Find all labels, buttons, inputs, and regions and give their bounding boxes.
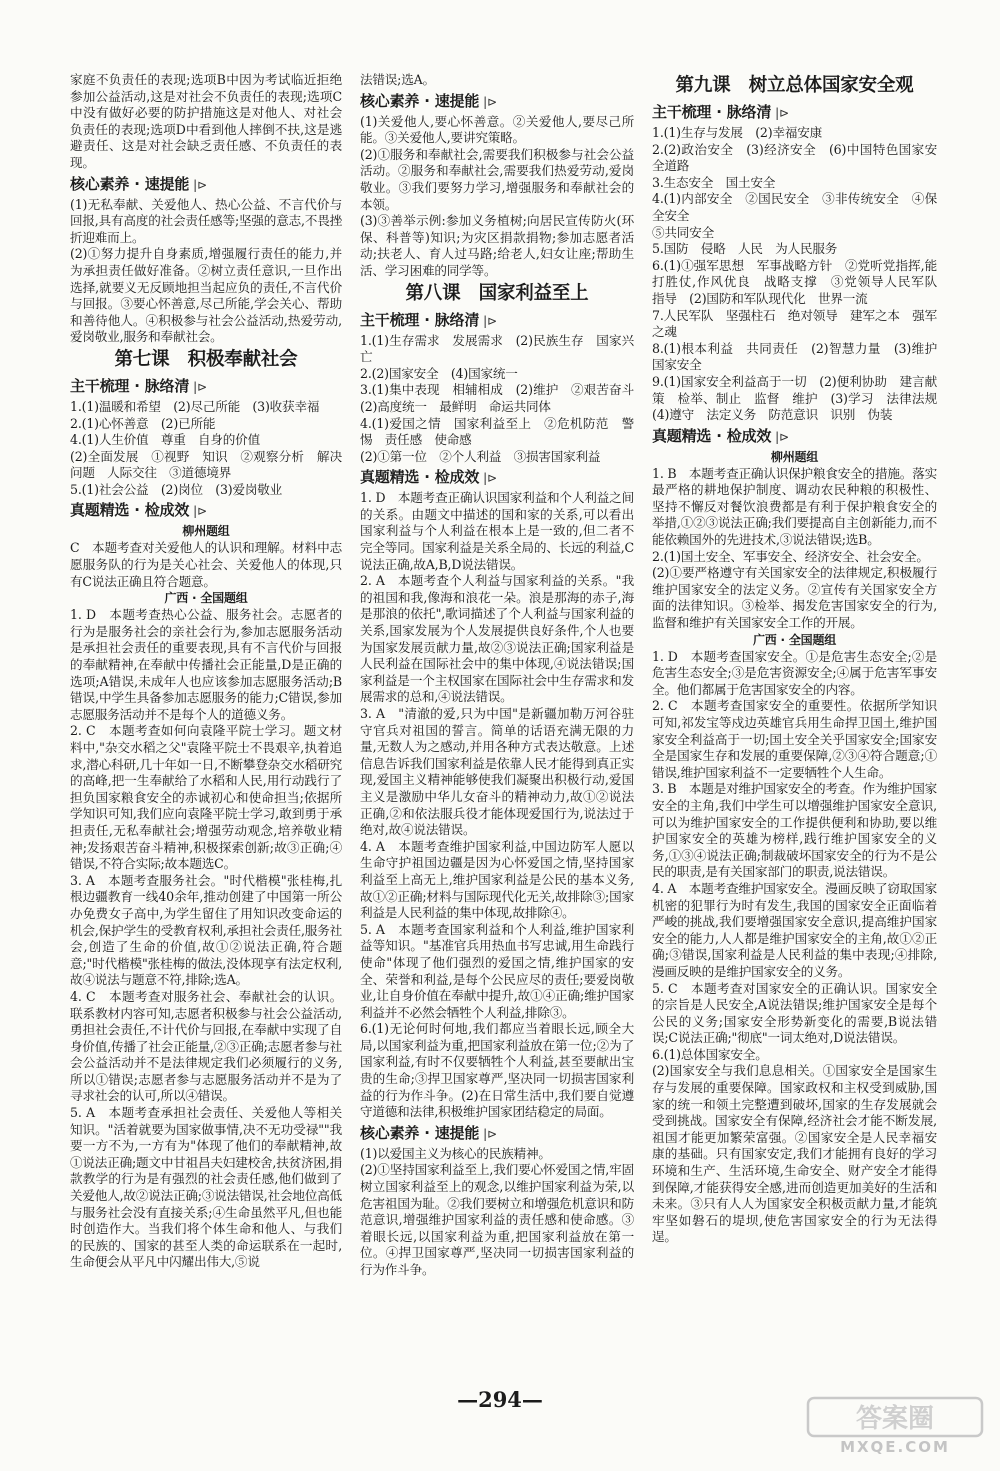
answer-paragraph: 5.国防 侵略 人民 为人民服务	[652, 241, 838, 257]
answer-paragraph: 4.(1)人生价值 尊重 自身的价值	[70, 432, 260, 448]
answer-paragraph: 3. B 本题是对维护国家安全的考查。作为维护国家安全的主角,我们中学生可以增强维护国家安全意识,可以为维护国家安全的工作提供便利和协助,要以维护国家安全的英雄为榜样,践行维护国家安全的义务,①③④说法正确;制裁破坏国家安全的行为不是公民的职责,是有关国家部门的职责,说法错误。	[652, 781, 937, 880]
answer-paragraph: 4. C 本题考查对服务社会、奉献社会的认识。联系教材内容可知,志愿者积极参与社会公益活动,勇担社会责任,不计代价与回报,在奉献中实现了自身价值,传播了社会正能量,②③正确;志愿者参与社会公益活动并不是法律规定我们必须履行的义务,所以①错误;志愿者参与志愿服务活动并不是为了寻求社会的认可,所以④错误。	[70, 988, 342, 1104]
answer-paragraph: 8.(1)根本利益 共同责任 (2)智慧力量 (3)维护国家安全	[652, 340, 937, 373]
section-heading-text: 主干梳理 · 脉络清	[360, 310, 480, 329]
answer-paragraph: (2)国家安全与我们息息相关。①国家安全是国家生存与发展的重要保障。国家政权和主权受到威胁,国家的统一和领土完整遭到破坏,国家的生存发展就会受到挑战。国家安全有保障,经济社会才能不断发展,祖国才能更加繁荣富强。②国家安全是人民幸福安康的基础。只有国家安定,我们才能拥有良好的学习环境和生产、生活环境,生命安全、财产安全才能得到保障,才能获得安全感,进而创造更加美好的生活和未来。③只有人人为国家安全积极贡献力量,才能筑牢坚如磐石的堤坝,使危害国家安全的行为无法得逞。	[652, 1063, 937, 1245]
lesson-title: 第七课 积极奉献社会	[114, 348, 298, 370]
lesson-title: 第八课 国家利益至上	[405, 282, 589, 304]
answer-paragraph: 家庭不负责任的表现;选项B中因为考试临近拒绝参加公益活动,这是对社会不负责任的表现;选项C中没有做好必要的防护措施这是对他人、对社会负责任的表现;选项D中看到他人摔倒不扶,这是逃避责任、这是对社会缺乏责任感、不负责任的表现。	[70, 72, 342, 170]
arrow-marker-icon: |⊳	[483, 313, 497, 328]
answer-paragraph: 6.(1)无论何时何地,我们都应当着眼长远,顾全大局,以国家利益为重,把国家利益放在第一位;②为了国家利益,有时不仅要牺牲个人利益,甚至要献出宝贵的生命;③捍卫国家尊严,坚决同一切损害国家利益的行为作斗争。(2)在日常生活中,我们要自觉遵守道德和法律,积极维护国家团结稳定的局面。	[360, 1021, 634, 1120]
section-heading	[360, 1122, 634, 1145]
answer-paragraph: (2)全面发展 ①视野 知识 ②观察分析 解决问题 人际交往 ③道德境界	[70, 448, 342, 481]
page-number: —294—	[457, 1387, 543, 1412]
answer-paragraph: 1. B 本题考查正确认识保护粮食安全的措施。落实最严格的耕地保护制度、调动农民种粮的积极性、坚持不懈反对餐饮浪费都是有利于保护粮食安全的举措,①②③说法正确;我们要提高自主创新能力,而不能依赖国外的先进技术,③说法错误;选B。	[652, 465, 937, 548]
section-heading	[70, 375, 342, 398]
answer-paragraph: 5. C 本题考查对国家安全的正确认识。国家安全的宗旨是人民安全,A说法错误;维护国家安全是每个公民的义务;国家安全形势新变化的需要,B说法错误;C说法正确;"彻底"一词太绝对,D说法错误。	[652, 980, 937, 1046]
section-heading	[360, 466, 634, 489]
section-heading-text: 核心素养 · 速提能	[70, 174, 190, 193]
answer-paragraph: 2. C 本题考查国家安全的重要性。依据所学知识可知,祁发宝等戍边英雄官兵用生命捍卫国土,维护国家安全利益高于一切;国土安全关乎国家安全;国家安全是国家生存和发展的重要保障,②③④符合题意;①错误,维护国家利益不一定要牺牲个人生命。	[652, 698, 937, 780]
section-heading-text: 真题精选 · 检成效	[70, 501, 190, 520]
answer-paragraph: 1. D 本题考查国家安全。①是危害生态安全;②是危害生态安全;③是危害资源安全;④属于危害军事安全。他们都属于危害国家安全的内容。	[652, 648, 937, 697]
answer-paragraph: 4. A 本题考查维护国家利益,中国边防军人愿以生命守护祖国边疆是因为心怀爱国之情,坚持国家利益至上高无上,维护国家利益是公民的基本义务,故①②正确;材料与国际现代化无关,故排除③;国家利益是人民利益的集中体现,故排除④。	[360, 838, 634, 921]
answer-paragraph: (1)关爱他人,要心怀善意。②关爱他人,要尽己所能。③关爱他人,要讲究策略。	[360, 113, 634, 146]
answer-paragraph: 3.(1)集中表现 相辅相成 (2)维护 ②艰苦奋斗 (2)高度统一 最鲜明 命运共同体	[360, 382, 647, 414]
answer-paragraph: 4. A 本题考查维护国家安全。漫画反映了窃取国家机密的犯罪行为时有发生,我国的国家安全正面临着严峻的挑战,我们要增强国家安全意识,提高维护国家安全的能力,人人都是维护国家安全的主角,故①②正确;③错误,国家利益是人民利益的集中表现;④排除,漫画反映的是维护国家安全的义务。	[652, 880, 937, 979]
answer-paragraph: 1. D 本题考查热心公益、服务社会。志愿者的行为是服务社会的亲社会行为,参加志愿服务活动是承担社会责任的重要表现,具有不言代价与回报的奉献精神,在奉献中传播社会正能量,D是正确的选项;A错误,未成年人也应该参加志愿服务活动;B错误,中学生具备参加志愿服务的能力;C错误,参加志愿服务活动并不是每个人的道德义务。	[70, 607, 342, 722]
answer-paragraph: 1. D 本题考查正确认识国家利益和个人利益之间的关系。由题文中描述的国和家的关系,可以看出国家利益与个人利益在根本上是一致的,但二者不完全等同。国家利益是关系全局的、长远的利益,C说法正确,故A,B,D说法错误。	[360, 490, 634, 572]
section-heading	[360, 90, 634, 113]
answer-paragraph: 9.(1)国家安全利益高于一切 (2)便利协助 建言献策 检举、制止 监督 维护 (3)学习 法律法规 (4)遵守 法定义务 防范意识 识别 伪装	[652, 373, 950, 423]
section-heading	[652, 101, 937, 124]
answer-paragraph: ⑤共同安全	[652, 224, 714, 240]
answer-paragraph: 2.(2)政治安全 (3)经济安全 (6)中国特色国家安全道路	[652, 141, 937, 174]
section-heading-text: 主干梳理 · 脉络清	[652, 103, 772, 121]
section-heading	[70, 499, 342, 522]
section-heading	[70, 173, 342, 196]
answer-paragraph: 2. C 本题考查如何向袁隆平院士学习。题文材料中,"杂交水稻之父"袁隆平院士不畏艰辛,执着追求,潜心科研,几十年如一日,不断攀登杂交水稻研究的高峰,把一生奉献给了水稻和人民,用行动践行了担负国家粮食安全的赤诚初心和使命担当;依据所学知识可知,我们应向袁隆平院士学习,敢到勇于承担责任,无私奉献社会;增强劳动观念,培养敬业精神;发扬艰苦奋斗精神,积极探索创新;故③正确;④错误,不符合实际;故本题选C。	[70, 723, 342, 872]
answer-paragraph: 5.(1)社会公益 (2)岗位 (3)爱岗敬业	[70, 481, 283, 497]
answer-paragraph: 1.(1)温暖和希望 (2)尽己所能 (3)收获幸福	[70, 398, 320, 414]
watermark-logo	[806, 1396, 984, 1456]
section-heading-text: 真题精选 · 检成效	[652, 426, 772, 445]
section-heading	[360, 309, 634, 332]
answer-paragraph: (1)无私奉献、关爱他人、热心公益、不言代价与回报,具有高度的社会责任感等;坚强的意志,不畏挫折迎难而上。	[70, 196, 342, 245]
answer-paragraph: 3.生态安全 国土安全	[652, 174, 776, 190]
question-group-label: 广西 · 全国题组	[164, 591, 248, 606]
watermark-title: 答案圈	[855, 1404, 935, 1434]
answer-paragraph: 7.人民军队 坚强柱石 绝对领导 建军之本 强军之魂	[652, 307, 937, 340]
answer-paragraph: 6.(1)总体国家安全。	[652, 1046, 768, 1062]
arrow-marker-icon: |⊳	[775, 106, 789, 120]
answer-paragraph: (2)①坚持国家利益至上,我们要心怀爱国之情,牢固树立国家利益至上的观念,以维护国家利益为荣,以危害祖国为耻。②我们要树立和增强危机意识和防范意识,增强维护国家利益的责任感和使命感。③着眼长远,以国家利益为重,把国家利益放在第一位。④捍卫国家尊严,坚决同一切损害国家利益的行为作斗争。	[360, 1162, 634, 1277]
watermark-url: MXQE.COM	[840, 1438, 950, 1456]
answer-paragraph: (2)①服务和奉献社会,需要我们积极参与社会公益活动。②服务和奉献社会,需要我们热爱劳动,爱岗敬业。③我们要努力学习,增强服务和奉献社会的本领。	[360, 146, 634, 212]
question-group-label: 柳州题组	[182, 524, 230, 539]
answer-paragraph: 法错误;选A。	[360, 72, 435, 87]
answer-paragraph: 5. A 本题考查承担社会责任、关爱他人等相关知识。"活着就要为国家做事情,决不无功受禄""我要一方不为,一方有为"体现了他们的奉献精神,故①说法正确;题文中甘祖昌夫妇建校舍,扶贫济困,捐款教学的行为是有强烈的社会责任感,他们做到了关爱他人,故②说法正确;③说法错误,社会地位高低与服务社会没有直接关系;④生命虽然平凡,但也能时创造作大。当我们将个体生命和他人、与我们的民族的、国家的甚至人类的命运联系在一起时,生命便会从平凡中闪耀出伟大,⑤说	[70, 1105, 342, 1270]
arrow-marker-icon: |⊳	[483, 94, 497, 109]
section-heading-text: 主干梳理 · 脉络清	[70, 376, 190, 395]
arrow-marker-icon: |⊳	[483, 471, 497, 486]
answer-paragraph: (2)①要严格遵守有关国家安全的法律规定,积极履行维护国家安全的法定义务。②宣传有关国家安全方面的法律知识。③检举、揭发危害国家安全的行为,监督和维护有关国家安全工作的开展。	[652, 565, 937, 631]
arrow-marker-icon: |⊳	[775, 429, 789, 444]
answer-paragraph: 1.(1)生存与发展 (2)幸福安康	[652, 125, 823, 140]
answer-paragraph: 4.(1)内部安全 ②国民安全 ③非传统安全 ④保全安全	[652, 191, 937, 223]
answer-paragraph: 6.(1)①强军思想 军事战略方针 ②党听党指挥,能打胜仗,作风优良 战略支撑 ③党领导人民军队 指导 (2)国防和军队现代化 世界一流	[652, 257, 950, 306]
answer-paragraph: (2)①第一位 ②个人利益 ③损害国家利益	[360, 448, 601, 464]
answer-paragraph: 2. A 本题考查个人利益与国家利益的关系。"我的祖国和我,像海和浪花一朵。浪是那海的赤子,海是那浪的依托",歌词描述了个人利益与国家利益的关系,国家发展为个人发展提供良好条件,个人也要为国家发展贡献力量,故②③说法正确;国家利益是人民利益在国际社会中的集中体现,④说法错误;国家利益是一个主权国家在国际社会中生存需求和发展需求的总和,④说法错误。	[360, 573, 634, 705]
arrow-marker-icon: |⊳	[193, 177, 207, 192]
section-heading	[652, 425, 937, 448]
answer-paragraph: 5. A 本题考查国家利益和个人利益,维护国家利益等知识。"基准官兵用热血书写忠诚,用生命践行使命"体现了他们强烈的爱国之情,维护国家的安全、荣誉和利益,是每个公民应尽的责任;要爱岗敬业,让自身价值在奉献中提升,故①④正确;维护国家利益并不必然会牺牲个人利益,排除③。	[360, 921, 634, 1020]
question-group-label: 广西 · 全国题组	[752, 632, 837, 647]
answer-paragraph: (1)以爱国主义为核心的民族精神。	[360, 1145, 551, 1161]
answer-paragraph: 3. A "清澈的爱,只为中国"是新疆加勒万河谷驻守官兵对祖国的誓言。简单的话语充满无限的力量,无数人为之感动,并用各种方式表达敬意。上述信息告诉我们国家利益是依靠人民才能得到真正实现,爱国主义精神能够使我们凝聚出积极行动,爱国主义是激励中华儿女奋斗的精神动力,故①②说法正确,②和依法服兵役才能体现爱国行为,说法过于绝对,故④说法错误。	[360, 706, 634, 838]
answer-paragraph: (2)①努力提升自身素质,增强履行责任的能力,并为承担责任做好准备。②树立责任意识,一旦作出选择,就要义无反顾地担当起应负的责任,不言代价与回报。③要心怀善意,尽己所能,学会关心、帮助和善待他人。④积极参与社会公益活动,热爱劳动,爱岗敬业,服务和奉献社会。	[70, 246, 342, 345]
answer-paragraph: (3)③善举示例:参加义务植树;向居民宣传防火(环保、科普等)知识;为灾区捐款捐物;参加志愿者活动;扶老人、育人过马路;给老人,妇女让座;帮助生活、学习困难的同学等。	[360, 213, 634, 278]
answer-paragraph: 4.(1)爱国之情 国家利益至上 ②危机防范 警惕 责任感 使命感	[360, 415, 634, 448]
answer-paragraph: 2.(1)心怀善意 (2)已所能	[70, 415, 216, 431]
answer-paragraph: C 本题考查对关爱他人的认识和理解。材料中志愿服务队的行为是关心社会、关爱他人的体现,只有C说法正确且符合题意。	[70, 540, 342, 589]
arrow-marker-icon: |⊳	[193, 504, 207, 519]
column-middle	[360, 72, 647, 1279]
answer-paragraph: 2.(2)国家安全 (4)国家统一	[360, 365, 518, 381]
question-group-label: 柳州题组	[770, 449, 819, 464]
arrow-marker-icon: |⊳	[193, 379, 207, 394]
arrow-marker-icon: |⊳	[483, 1126, 497, 1141]
answer-paragraph: 3. A 本题考查服务社会。"时代楷模"张桂梅,扎根边疆教育一线40余年,推动创建了中国第一所公办免费女子高中,为学生留住了用知识改变命运的机会,保护学生的受教育权利,承担社会责任,服务社会,创造了生命的价值,故①②说法正确,符合题意;"时代楷模"张桂梅的做法,没体现享有法定权利,故④说法与题意不符,排除;选A。	[70, 872, 342, 988]
column-right	[652, 72, 950, 1246]
answer-paragraph: 2.(1)国土安全、军事安全、经济安全、社会安全。	[652, 548, 929, 564]
section-heading-text: 真题精选 · 检成效	[360, 468, 480, 487]
lesson-title: 第九课 树立总体国家安全观	[675, 75, 914, 96]
column-left	[70, 72, 342, 1271]
section-heading-text: 核心素养 · 速提能	[360, 1123, 480, 1142]
section-heading-text: 核心素养 · 速提能	[360, 91, 480, 110]
answer-paragraph: 1.(1)生存需求 发展需求 (2)民族生存 国家兴亡	[360, 332, 634, 365]
